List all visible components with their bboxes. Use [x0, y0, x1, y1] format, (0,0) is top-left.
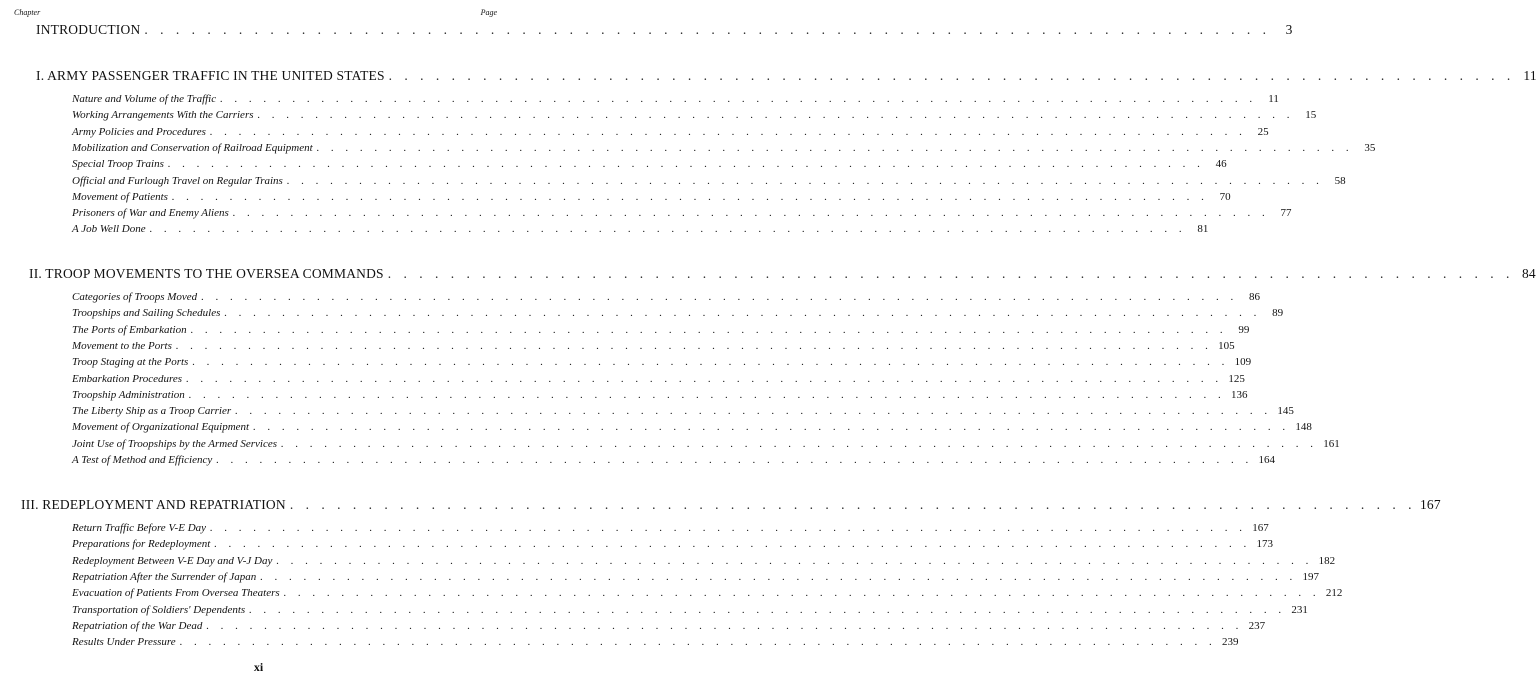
toc-chapter-page-number: 167 [1419, 497, 1441, 512]
toc-section-page-number: 197 [1302, 570, 1319, 583]
toc-section-page-number: 15 [1305, 109, 1317, 122]
page-column-label: Page [480, 8, 497, 17]
toc-section-page-number: 182 [1318, 554, 1336, 567]
toc-section [72, 603, 1308, 620]
toc-chapter-page-number: 11 [1523, 68, 1537, 83]
toc-section [72, 158, 1227, 174]
dot-leader: . . . . . . . . . . . . . . . . . . . . . . . . . . . . . . . . . . . . . . . . . . . . . . . . . . . . . . . . . . . . . . . . . . . . . . . . [249, 603, 1286, 616]
toc-section-title: Repatriation After the Surrender of Japan [72, 570, 257, 583]
toc-section-title: Categories of Troops Moved [72, 291, 198, 303]
dot-leader: . . . . . . . . . . . . . . . . . . . . . . . . . . . . . . . . . . . . . . . . . . . . . . . . . . . . . . . . . . . . . . . . . . . . . . . . [144, 22, 1271, 37]
toc-section-title: Transportation of Soldiers' Dependents [72, 603, 246, 616]
toc-section-page-number: 86 [1248, 291, 1260, 303]
dot-leader: . . . . . . . . . . . . . . . . . . . . . . . . . . . . . . . . . . . . . . . . . . . . . . . . . . . . . . . . . . . . . . . . . . . . . . . . [209, 125, 1247, 138]
toc-section-title: Evacuation of Patients From Oversea Theaters [72, 587, 280, 600]
toc-section [72, 405, 1294, 421]
toc-section-page-number: 70 [1219, 190, 1231, 203]
toc-section-title: Troopship Administration [72, 388, 185, 401]
toc-section [72, 190, 1231, 207]
toc-section [72, 307, 1284, 323]
toc-section-title: Working Arrangements With the Carriers [72, 109, 254, 122]
toc-section-title: Movement of Patients [72, 190, 168, 203]
toc-section-page-number: 11 [1268, 93, 1279, 105]
dot-leader: . . . . . . . . . . . . . . . . . . . . . . . . . . . . . . . . . . . . . . . . . . . . . . . . . . . . . . . . . . . . . . . . . . . . . . . . [289, 497, 1416, 512]
dot-leader: . . . . . . . . . . . . . . . . . . . . . . . . . . . . . . . . . . . . . . . . . . . . . . . . . . . . . . . . . . . . . . . . . . . . . . . . [388, 68, 1515, 83]
toc-section [72, 388, 1248, 405]
toc-section-title: Results Under Pressure [72, 636, 176, 649]
toc-section-page-number: 173 [1256, 538, 1274, 551]
toc-section-page-number: 58 [1334, 174, 1346, 187]
toc-section-page-number: 125 [1228, 372, 1245, 385]
toc-section [72, 356, 1252, 372]
toc-section-title: Troop Staging at the Ports [72, 356, 189, 369]
toc-section-title: Redeployment Between V-E Day and V-J Day [72, 554, 273, 567]
toc-section [72, 522, 1269, 538]
toc-section-title: Joint Use of Troopships by the Armed Services [72, 437, 278, 450]
dot-leader: . . . . . . . . . . . . . . . . . . . . . . . . . . . . . . . . . . . . . . . . . . . . . . . . . . . . . . . . . . . . . . . . . . . . . . . . [192, 356, 1230, 369]
toc-section-title: Nature and Volume of the Traffic [72, 93, 217, 105]
toc-section-title: Movement of Organizational Equipment [72, 421, 250, 434]
dot-leader: . . . . . . . . . . . . . . . . . . . . . . . . . . . . . . . . . . . . . . . . . . . . . . . . . . . . . . . . . . . . . . . . . . . . . . . . [175, 339, 1213, 352]
chapter-column-label: Chapter [14, 8, 41, 17]
toc-introduction [36, 22, 1293, 38]
toc-section [72, 636, 1239, 652]
dot-leader: . . . . . . . . . . . . . . . . . . . . . . . . . . . . . . . . . . . . . . . . . . . . . . . . . . . . . . . . . . . . . . . . . . . . . . . . [276, 554, 1314, 567]
toc-section-title: Return Traffic Before V-E Day [72, 522, 207, 534]
toc-section-page-number: 35 [1364, 141, 1376, 154]
dot-leader: . . . . . . . . . . . . . . . . . . . . . . . . . . . . . . . . . . . . . . . . . . . . . . . . . . . . . . . . . . . . . . . . . . . . . . . . [201, 291, 1238, 303]
dot-leader: . . . . . . . . . . . . . . . . . . . . . . . . . . . . . . . . . . . . . . . . . . . . . . . . . . . . . . . . . . . . . . . . . . . . . . . . [220, 93, 1257, 105]
toc-section-title: A Test of Method and Efficiency [72, 454, 213, 466]
toc-section-page-number: 212 [1325, 587, 1343, 600]
dot-leader: . . . . . . . . . . . . . . . . . . . . . . . . . . . . . . . . . . . . . . . . . . . . . . . . . . . . . . . . . . . . . . . . . . . . . . . . [179, 636, 1217, 649]
dot-leader: . . . . . . . . . . . . . . . . . . . . . . . . . . . . . . . . . . . . . . . . . . . . . . . . . . . . . . . . . . . . . . . . . . . . . . . . [387, 266, 1514, 281]
toc-section-page-number: 231 [1291, 603, 1308, 616]
toc-chapter-title: I. ARMY PASSENGER TRAFFIC IN THE UNITED STATES [36, 68, 385, 83]
toc-section-page-number: 136 [1231, 388, 1248, 401]
toc-section [72, 454, 1275, 470]
toc-section [72, 587, 1343, 603]
dot-leader: . . . . . . . . . . . . . . . . . . . . . . . . . . . . . . . . . . . . . . . . . . . . . . . . . . . . . . . . . . . . . . . . . . . . . . . . [190, 323, 1228, 336]
toc-section-page-number: 46 [1215, 158, 1227, 171]
dot-leader: . . . . . . . . . . . . . . . . . . . . . . . . . . . . . . . . . . . . . . . . . . . . . . . . . . . . . . . . . . . . . . . . . . . . . . . . [167, 158, 1205, 171]
toc-section-page-number: 89 [1272, 307, 1284, 320]
toc-section [72, 223, 1209, 239]
toc-section-page-number: 148 [1295, 421, 1312, 434]
toc-section [72, 291, 1260, 307]
dot-leader: . . . . . . . . . . . . . . . . . . . . . . . . . . . . . . . . . . . . . . . . . . . . . . . . . . . . . . . . . . . . . . . . . . . . . . . . [283, 587, 1321, 600]
toc-introduction-page-number: 3 [1285, 22, 1293, 37]
toc-section-page-number: 77 [1280, 207, 1292, 220]
dot-leader: . . . . . . . . . . . . . . . . . . . . . . . . . . . . . . . . . . . . . . . . . . . . . . . . . . . . . . . . . . . . . . . . . . . . . . . . [316, 141, 1354, 154]
toc-chapter [29, 266, 1536, 282]
toc-section [72, 141, 1376, 158]
dot-leader: . . . . . . . . . . . . . . . . . . . . . . . . . . . . . . . . . . . . . . . . . . . . . . . . . . . . . . . . . . . . . . . . . . . . . . . . [235, 405, 1272, 418]
dot-leader: . . . . . . . . . . . . . . . . . . . . . . . . . . . . . . . . . . . . . . . . . . . . . . . . . . . . . . . . . . . . . . . . . . . . . . . . [216, 454, 1253, 466]
dot-leader: . . . . . . . . . . . . . . . . . . . . . . . . . . . . . . . . . . . . . . . . . . . . . . . . . . . . . . . . . . . . . . . . . . . . . . . . [253, 421, 1290, 434]
dot-leader: . . . . . . . . . . . . . . . . . . . . . . . . . . . . . . . . . . . . . . . . . . . . . . . . . . . . . . . . . . . . . . . . . . . . . . . . [171, 190, 1209, 203]
toc-section [72, 538, 1274, 554]
toc-section-title: Official and Furlough Travel on Regular Trains [72, 174, 283, 187]
toc-section-page-number: 99 [1238, 323, 1250, 336]
toc-section [72, 619, 1266, 636]
toc-section-page-number: 161 [1323, 437, 1340, 450]
toc-section-page-number: 145 [1277, 405, 1294, 418]
toc-section-page-number: 239 [1221, 636, 1239, 649]
toc-section [72, 570, 1319, 587]
toc-section-title: Prisoners of War and Enemy Aliens [72, 207, 229, 220]
dot-leader: . . . . . . . . . . . . . . . . . . . . . . . . . . . . . . . . . . . . . . . . . . . . . . . . . . . . . . . . . . . . . . . . . . . . . . . . [214, 538, 1252, 551]
toc-section [72, 174, 1346, 191]
toc-section-page-number: 237 [1248, 619, 1266, 632]
page-folio: xi [253, 660, 264, 674]
dot-leader: . . . . . . . . . . . . . . . . . . . . . . . . . . . . . . . . . . . . . . . . . . . . . . . . . . . . . . . . . . . . . . . . . . . . . . . . [206, 619, 1244, 632]
dot-leader: . . . . . . . . . . . . . . . . . . . . . . . . . . . . . . . . . . . . . . . . . . . . . . . . . . . . . . . . . . . . . . . . . . . . . . . . [210, 522, 1247, 534]
toc-section-page-number: 167 [1252, 522, 1269, 534]
toc-chapter [21, 497, 1441, 513]
toc-section [72, 554, 1336, 571]
toc-section-title: Troopships and Sailing Schedules [72, 307, 221, 320]
toc-chapter-page-number: 84 [1521, 266, 1536, 281]
dot-leader: . . . . . . . . . . . . . . . . . . . . . . . . . . . . . . . . . . . . . . . . . . . . . . . . . . . . . . . . . . . . . . . . . . . . . . . . [281, 437, 1318, 450]
toc-section-page-number: 109 [1234, 356, 1252, 369]
toc-section-title: Embarkation Procedures [72, 372, 183, 385]
dot-leader: . . . . . . . . . . . . . . . . . . . . . . . . . . . . . . . . . . . . . . . . . . . . . . . . . . . . . . . . . . . . . . . . . . . . . . . . [257, 109, 1295, 122]
dot-leader: . . . . . . . . . . . . . . . . . . . . . . . . . . . . . . . . . . . . . . . . . . . . . . . . . . . . . . . . . . . . . . . . . . . . . . . . [186, 372, 1223, 385]
dot-leader: . . . . . . . . . . . . . . . . . . . . . . . . . . . . . . . . . . . . . . . . . . . . . . . . . . . . . . . . . . . . . . . . . . . . . . . . [149, 223, 1187, 236]
toc-section-page-number: 25 [1257, 125, 1269, 138]
toc-section-page-number: 81 [1197, 223, 1209, 236]
toc-section [72, 109, 1317, 125]
toc-section-page-number: 164 [1258, 454, 1275, 466]
dot-leader: . . . . . . . . . . . . . . . . . . . . . . . . . . . . . . . . . . . . . . . . . . . . . . . . . . . . . . . . . . . . . . . . . . . . . . . . [232, 207, 1270, 220]
toc-section [72, 93, 1279, 109]
toc-chapter-title: II. TROOP MOVEMENTS TO THE OVERSEA COMMANDS [29, 266, 384, 281]
toc-section [72, 323, 1250, 340]
toc-section [72, 372, 1245, 389]
toc-section [72, 125, 1269, 142]
toc-chapter-title: III. REDEPLOYMENT AND REPATRIATION [21, 497, 286, 512]
toc-section-title: Mobilization and Conservation of Railroad Equipment [72, 141, 313, 154]
toc-section-title: Special Troop Trains [72, 158, 164, 171]
toc-chapter [36, 68, 1537, 84]
toc-section [72, 437, 1340, 454]
toc-section-title: A Job Well Done [72, 223, 146, 236]
toc-section-title: Army Policies and Procedures [72, 125, 206, 138]
toc-introduction-title: INTRODUCTION [36, 22, 141, 37]
dot-leader: . . . . . . . . . . . . . . . . . . . . . . . . . . . . . . . . . . . . . . . . . . . . . . . . . . . . . . . . . . . . . . . . . . . . . . . . [260, 570, 1297, 583]
toc-section-title: The Liberty Ship as a Troop Carrier [72, 405, 232, 418]
toc-section-title: The Ports of Embarkation [72, 323, 187, 336]
toc-section-title: Repatriation of the War Dead [72, 619, 203, 632]
toc-section-page-number: 105 [1218, 339, 1235, 352]
toc-section-title: Preparations for Redeployment [72, 538, 211, 551]
toc-section [72, 339, 1235, 356]
dot-leader: . . . . . . . . . . . . . . . . . . . . . . . . . . . . . . . . . . . . . . . . . . . . . . . . . . . . . . . . . . . . . . . . . . . . . . . . [188, 388, 1226, 401]
dot-leader: . . . . . . . . . . . . . . . . . . . . . . . . . . . . . . . . . . . . . . . . . . . . . . . . . . . . . . . . . . . . . . . . . . . . . . . . [286, 174, 1324, 187]
dot-leader: . . . . . . . . . . . . . . . . . . . . . . . . . . . . . . . . . . . . . . . . . . . . . . . . . . . . . . . . . . . . . . . . . . . . . . . . [224, 307, 1262, 320]
toc-section [72, 207, 1292, 223]
toc-section-title: Movement to the Ports [72, 339, 172, 352]
toc-section [72, 421, 1312, 437]
